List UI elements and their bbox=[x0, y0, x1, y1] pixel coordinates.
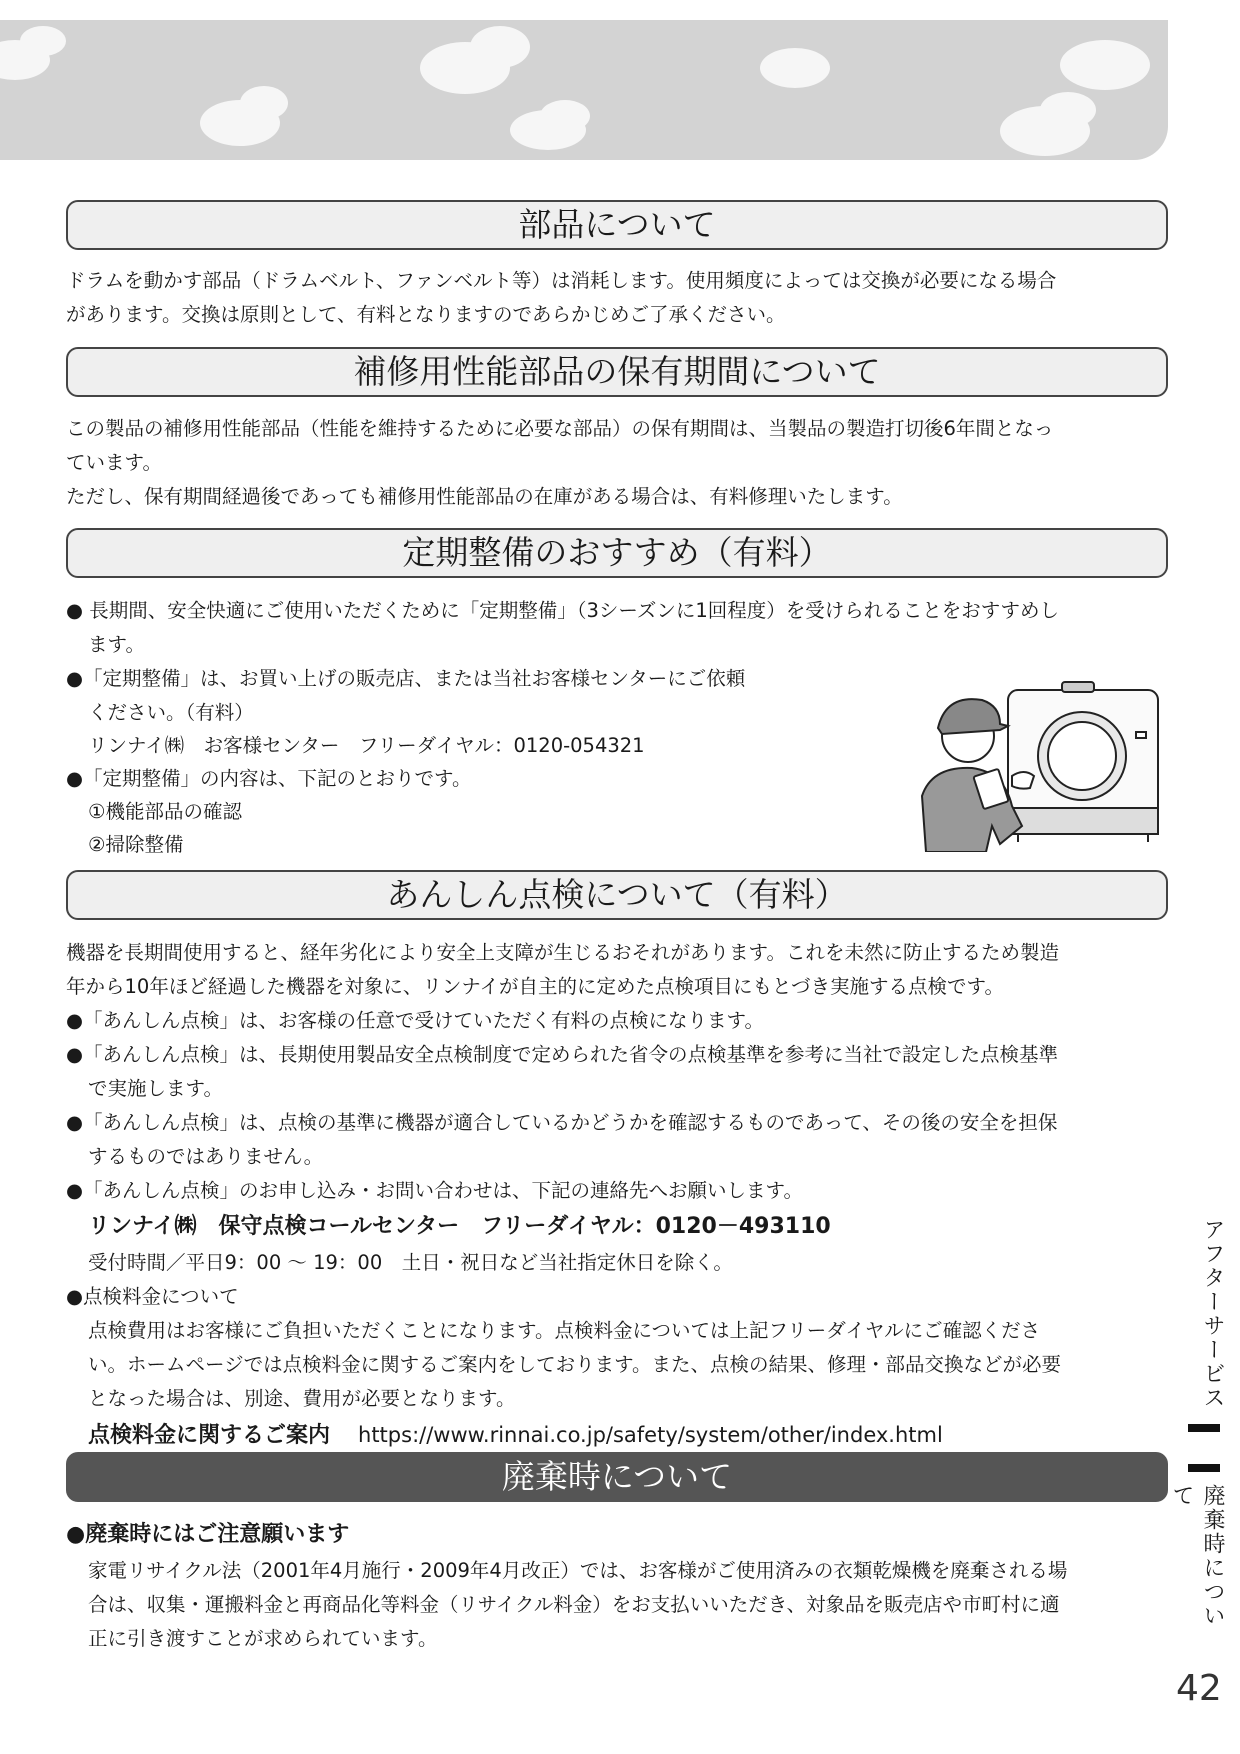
inspection-line-3: ●「あんしん点検」は、お客様の任意で受けていただく有料の点検になります。 bbox=[66, 1009, 764, 1032]
inspection-line-6: ●「あんしん点検」は、点検の基準に機器が適合しているかどうかを確認するものであって、その後の安全を担保 bbox=[66, 1111, 1058, 1134]
maintenance-contact: リンナイ㈱ お客様センター フリーダイヤル：0120-054321 bbox=[88, 734, 645, 757]
section-heading-retention: 補修用性能部品の保有期間について bbox=[66, 347, 1168, 397]
cloud-shape bbox=[240, 86, 288, 120]
sidebar-label-after-service: アフターサービス bbox=[1200, 1218, 1225, 1410]
header-cloud-band bbox=[0, 20, 1168, 160]
inspection-hours: 受付時間／平日9：00 ～ 19：00 土日・祝日など当社指定休日を除く。 bbox=[88, 1251, 733, 1274]
maintenance-line-3: ●「定期整備」は、お買い上げの販売店、または当社お客様センターにご依頼 bbox=[66, 667, 746, 690]
inspection-guide-label: 点検料金に関するご案内 bbox=[88, 1423, 331, 1448]
maintenance-line-6: ●「定期整備」の内容は、下記のとおりです。 bbox=[66, 767, 472, 790]
inspection-line-1: 機器を長期間使用すると、経年劣化により安全上支障が生じるおそれがあります。これを未然に防止するため製造 bbox=[66, 941, 1059, 964]
parts-line-1: ドラムを動かす部品（ドラムベルト、ファンベルト等）は消耗します。使用頻度によっては交換が必要になる場合 bbox=[66, 269, 1057, 292]
retention-line-3: ただし、保有期間経過後であっても補修用性能部品の在庫がある場合は、有料修理いたします。 bbox=[66, 485, 903, 508]
section-heading-inspection: あんしん点検について（有料） bbox=[66, 870, 1168, 920]
maintenance-item-1: ①機能部品の確認 bbox=[88, 800, 242, 823]
page-number: 42 bbox=[1176, 1668, 1222, 1709]
inspection-line-5: で実施します。 bbox=[88, 1077, 223, 1100]
inspection-fee-line-3: となった場合は、別途、費用が必要となります。 bbox=[88, 1387, 516, 1410]
inspection-fee-line-1: 点検費用はお客様にご負担いただくことになります。点検料金については上記フリーダイヤルにご確認くださ bbox=[88, 1319, 1041, 1342]
inspection-line-4: ●「あんしん点検」は、長期使用製品安全点検制度で定められた省令の点検基準を参考に当社で設定した点検基準 bbox=[66, 1043, 1059, 1066]
parts-line-2: があります。交換は原則として、有料となりますのであらかじめご了承ください。 bbox=[66, 303, 786, 326]
maintenance-line-2: ます。 bbox=[88, 633, 145, 656]
sidebar-marker bbox=[1188, 1464, 1220, 1472]
inspection-fee-line-2: い。ホームページでは点検料金に関するご案内をしております。また、点検の結果、修理・部品交換などが必要 bbox=[88, 1353, 1062, 1376]
inspection-line-2: 年から10年ほど経過した機器を対象に、リンナイが自主的に定めた点検項目にもとづき実施する点検です。 bbox=[66, 975, 1004, 998]
retention-line-2: ています。 bbox=[66, 451, 162, 474]
disposal-line-3: 正に引き渡すことが求められています。 bbox=[88, 1627, 438, 1650]
cloud-shape bbox=[470, 26, 530, 68]
inspection-guide-url[interactable]: https://www.rinnai.co.jp/safety/system/other/index.html bbox=[358, 1423, 943, 1447]
section-heading-maintenance: 定期整備のおすすめ（有料） bbox=[66, 528, 1168, 578]
inspection-fee-heading: ●点検料金について bbox=[66, 1285, 239, 1308]
retention-line-1: この製品の補修用性能部品（性能を維持するために必要な部品）の保有期間は、当製品の製造打切後6年間となっ bbox=[66, 417, 1054, 440]
technician-dryer-illustration bbox=[912, 676, 1174, 852]
section-heading-disposal: 廃棄時について bbox=[66, 1452, 1168, 1502]
sidebar-marker bbox=[1188, 1424, 1220, 1432]
cloud-shape bbox=[540, 100, 590, 132]
sidebar-label-disposal: 廃棄時について bbox=[1169, 1484, 1225, 1628]
section-heading-parts: 部品について bbox=[66, 200, 1168, 250]
inspection-line-7: するものではありません。 bbox=[88, 1145, 324, 1168]
cloud-shape bbox=[1060, 40, 1150, 90]
inspection-guide-line bbox=[88, 1418, 1176, 1453]
cloud-shape bbox=[760, 48, 830, 88]
maintenance-line-4: ください。（有料） bbox=[88, 701, 254, 724]
cloud-shape bbox=[20, 26, 66, 56]
disposal-line-1: 家電リサイクル法（2001年4月施行・2009年4月改正）では、お客様がご使用済みの衣類乾燥機を廃棄される場 bbox=[88, 1559, 1068, 1582]
inspection-line-8: ●「あんしん点検」のお申し込み・お問い合わせは、下記の連絡先へお願いします。 bbox=[66, 1179, 803, 1202]
maintenance-item-2: ②掃除整備 bbox=[88, 833, 184, 856]
disposal-subheading: ●廃棄時にはご注意願います bbox=[66, 1522, 350, 1547]
cloud-shape bbox=[1040, 92, 1096, 128]
disposal-line-2: 合は、収集・運搬料金と再商品化等料金（リサイクル料金）をお支払いいただき、対象品を販売店や市町村に適 bbox=[88, 1593, 1060, 1616]
inspection-contact: リンナイ㈱ 保守点検コールセンター フリーダイヤル：0120－493110 bbox=[88, 1214, 831, 1239]
maintenance-line-1: ● 長期間、安全快適にご使用いただくために「定期整備」（3シーズンに1回程度）を受けられることをおすすめし bbox=[66, 599, 1059, 622]
